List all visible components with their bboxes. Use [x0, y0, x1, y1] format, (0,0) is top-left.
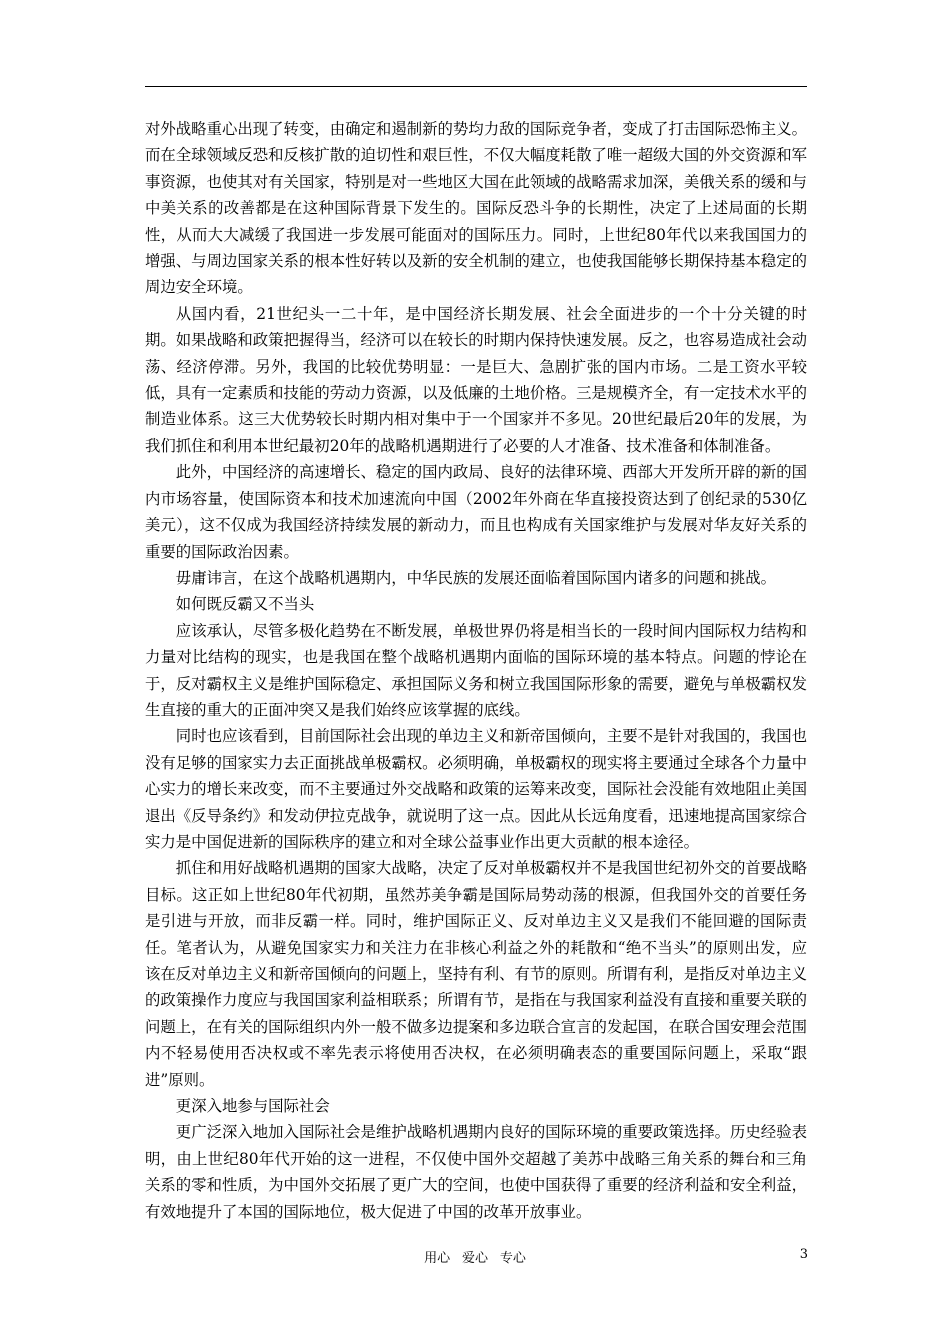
paragraph-7: 抓住和用好战略机遇期的国家大战略，决定了反对单极霸权并不是我国世纪初外交的首要战略目标。这正如上世纪80年代初期，虽然苏美争霸是国际局势动荡的根源，但我国外交的首要任务是引进与开放，而非反霸一样。同时，维护国际正义、反对单边主义又是我们不能回避的国际责任。笔者认为，从避免国家实力和关注力在非核心利益之外的耗散和“绝不当头”的原则出发，应该在反对单边主义和新帝国倾向的问题上，坚持有利、有节的原则。所谓有利，是指反对单边主义的政策操作力度应与我国国家利益相联系；所谓有节，是指在与我国家利益没有直接和重要关联的问题上，在有关的国际组织内外一般不做多边提案和多边联合宣言的发起国，在联合国安理会范围内不轻易使用否决权或不率先表示将使用否决权，在必须明确表态的重要国际问题上，采取“跟进”原则。	[145, 859, 807, 1089]
footer-slogan: 用心 爱心 专心	[424, 1251, 526, 1266]
section-heading-1: 如何既反霸又不当头	[175, 595, 315, 614]
header-rule	[145, 86, 807, 87]
paragraph-3: 此外，中国经济的高速增长、稳定的国内政局、良好的法律环境、西部大开发所开辟的新的国内市场容量，使国际资本和技术加速流向中国（2002年外商在华直接投资达到了创纪录的530亿美元），这不仅成为我国经济持续发展的新动力，而且也构成有关国家维护与发展对华友好关系的重要的国际政治因素。	[145, 463, 807, 561]
paragraph-5: 应该承认，尽管多极化趋势在不断发展，单极世界仍将是相当长的一段时间内国际权力结构和力量对比结构的现实，也是我国在整个战略机遇期内面临的国际环境的基本特点。问题的悖论在于，反对霸权主义是维护国际稳定、承担国际义务和树立我国国际形象的需要，避免与单极霸权发生直接的重大的正面冲突又是我们始终应该掌握的底线。	[145, 621, 807, 719]
document-body	[145, 116, 807, 1225]
page-number: 3	[799, 1247, 808, 1262]
paragraph-1: 对外战略重心出现了转变，由确定和遏制新的势均力敌的国际竞争者，变成了打击国际恐怖主义。而在全球领域反恐和反核扩散的迫切性和艰巨性，不仅大幅度耗散了唯一超级大国的外交资源和军事资源，也使其对有关国家，特别是对一些地区大国在此领域的战略需求加深，美俄关系的缓和与中美关系的改善都是在这种国际背景下发生的。国际反恐斗争的长期性，决定了上述局面的长期性，从而大大减缓了我国进一步发展可能面对的国际压力。同时，上世纪80年代以来我国国力的增强、与周边国家关系的根本性好转以及新的安全机制的建立，也使我国能够长期保持基本稳定的周边安全环境。	[145, 120, 807, 297]
section-heading-2: 更深入地参与国际社会	[175, 1097, 330, 1116]
paragraph-8: 更广泛深入地加入国际社会是维护战略机遇期内良好的国际环境的重要政策选择。历史经验表明，由上世纪80年代开始的这一进程，不仅使中国外交超越了美苏中战略三角关系的舞台和三角关系的零和性质，为中国外交拓展了更广大的空间，也使中国获得了重要的经济利益和安全利益，有效地提升了本国的国际地位，极大促进了中国的改革开放事业。	[145, 1123, 807, 1221]
paragraph-6: 同时也应该看到，目前国际社会出现的单边主义和新帝国倾向，主要不是针对我国的，我国也没有足够的国家实力去正面挑战单极霸权。必须明确，单极霸权的现实将主要通过全球各个力量中心实力的增长来改变，而不主要通过外交战略和政策的运筹来改变，国际社会没能有效地阻止美国退出《反导条约》和发动伊拉克战争，就说明了这一点。因此从长远角度看，迅速地提高国家综合实力是中国促进新的国际秩序的建立和对全球公益事业作出更大贡献的根本途径。	[145, 727, 807, 851]
paragraph-4: 毋庸讳言，在这个战略机遇期内，中华民族的发展还面临着国际国内诸多的问题和挑战。	[175, 568, 777, 587]
paragraph-2: 从国内看，21世纪头一二十年，是中国经济长期发展、社会全面进步的一个十分关键的时期。如果战略和政策把握得当，经济可以在较长的时期内保持快速发展。反之，也容易造成社会动荡、经济停滞。另外，我国的比较优势明显：一是巨大、急剧扩张的国内市场。二是工资水平较低，具有一定素质和技能的劳动力资源，以及低廉的土地价格。三是规模齐全，有一定技术水平的制造业体系。这三大优势较长时期内相对集中于一个国家并不多见。20世纪最后20年的发展，为我们抓住和利用本世纪最初20年的战略机遇期进行了必要的人才准备、技术准备和体制准备。	[145, 304, 807, 455]
